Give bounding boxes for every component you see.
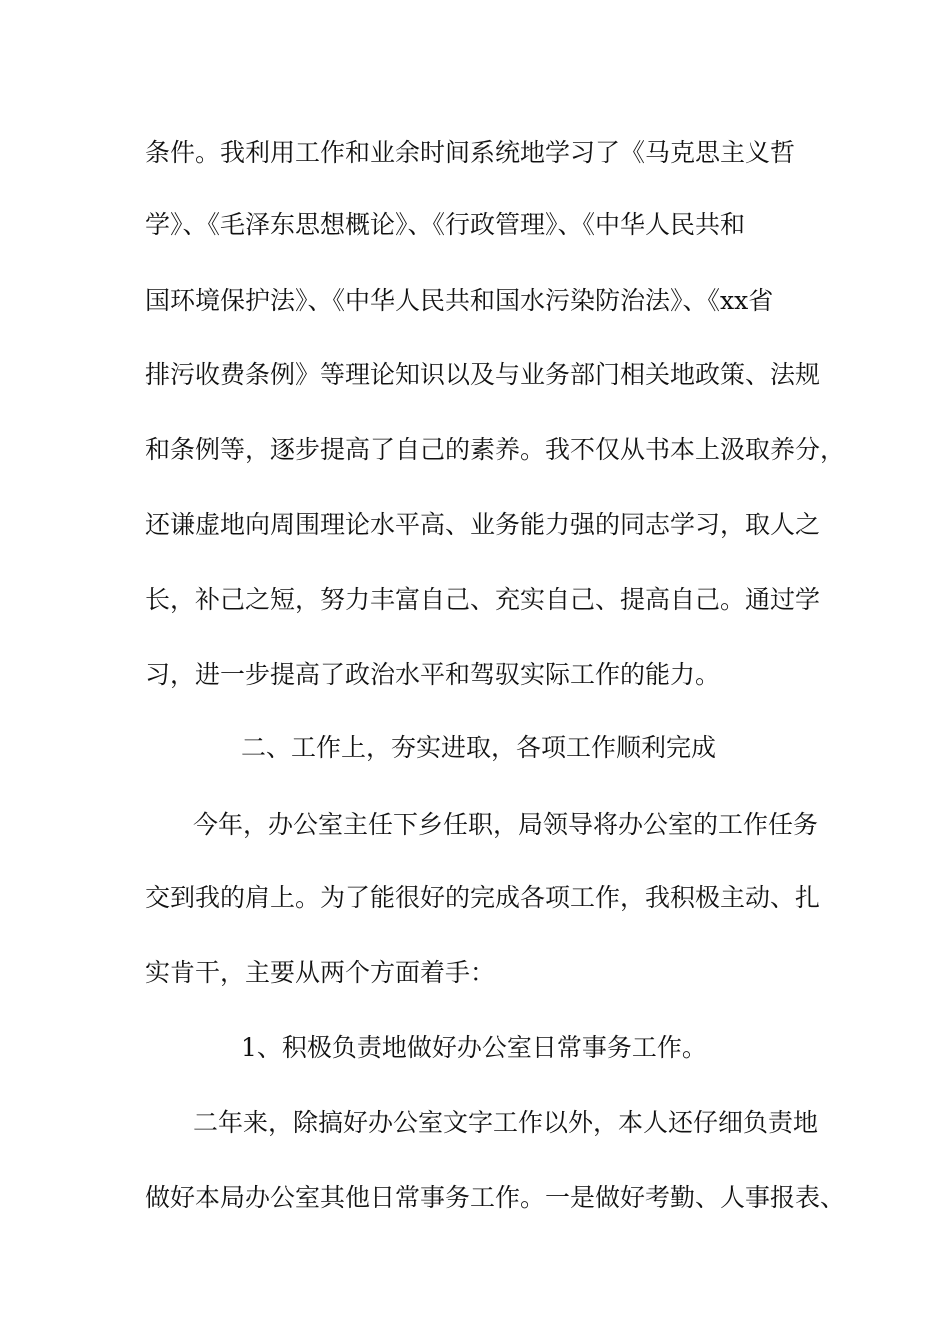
- paragraph-line-13: 做好本局办公室其他日常事务工作。一是做好考勤、人事报表、: [145, 1183, 846, 1212]
- paragraph-line-11: 实肯干，主要从两个方面着手：: [145, 958, 496, 987]
- paragraph-line-9: 今年，办公室主任下乡任职，局领导将办公室的工作任务: [193, 810, 819, 839]
- paragraph-line-2: 学》、《毛泽东思想概论》、《行政管理》、《中华人民共和: [145, 210, 746, 239]
- paragraph-line-7: 长，补己之短，努力丰富自己、充实自己、提高自己。通过学: [145, 585, 821, 614]
- paragraph-line-3: 国环境保护法》、《中华人民共和国水污染防治法》、《xx省: [145, 286, 774, 315]
- paragraph-line-1: 条件。我利用工作和业余时间系统地学习了《马克思主义哲: [145, 138, 796, 167]
- paragraph-line-12: 二年来，除搞好办公室文字工作以外，本人还仔细负责地: [193, 1108, 819, 1137]
- paragraph-line-10: 交到我的肩上。为了能很好的完成各项工作，我积极主动、扎: [145, 883, 821, 912]
- section-heading: 二、工作上，夯实进取，各项工作顺利完成: [241, 733, 717, 762]
- subsection-heading: 1、积极负责地做好办公室日常事务工作。: [241, 1033, 707, 1062]
- paragraph-line-5: 和条例等，逐步提高了自己的素养。我不仅从书本上汲取养分，: [145, 435, 846, 464]
- paragraph-line-6: 还谦虚地向周围理论水平高、业务能力强的同志学习，取人之: [145, 510, 821, 539]
- paragraph-line-8: 习，进一步提高了政治水平和驾驭实际工作的能力。: [145, 660, 721, 689]
- paragraph-line-4: 排污收费条例》等理论知识以及与业务部门相关地政策、法规: [145, 360, 821, 389]
